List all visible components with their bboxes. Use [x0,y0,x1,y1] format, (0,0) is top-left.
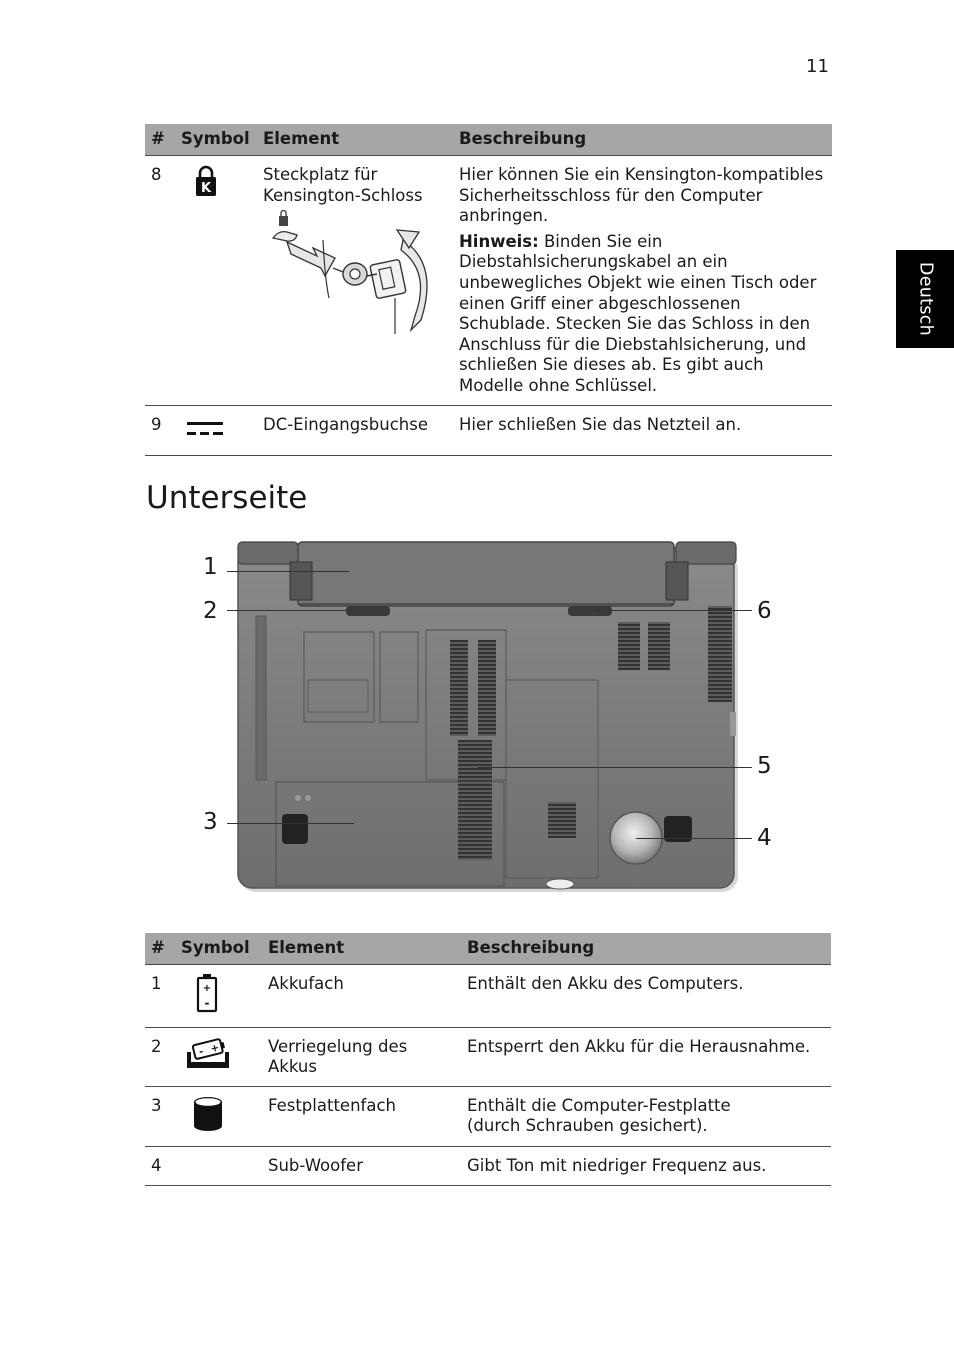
header-element: Element [257,124,453,156]
callout-line-1 [227,571,349,572]
callout-line-6 [595,610,752,611]
note-text: Binden Sie ein Diebstahlsicherungskabel an ein unbewegliches Objekt wie einen Tisch oder einen Griff einer abgeschlossenen Schublade. Stecken Sie das Schloss in den Anschluss für die Diebstahlsicherung, und schließen Sie dieses ab. Es gibt auch Modelle ohne Schlüssel. [459,231,817,395]
callout-line-4 [636,838,752,839]
table-row [145,965,831,1028]
header-num: # [145,124,175,156]
callout-5: 5 [757,753,772,779]
kensington-lock-icon [191,164,221,198]
svg-text:K: K [200,181,212,196]
page-number: 11 [806,56,829,77]
section-title: Unterseite [146,480,308,516]
header-description: Beschreibung [461,933,831,965]
table-header-row [145,933,831,965]
language-tab [896,250,954,348]
callout-6: 6 [757,598,772,624]
row-note [459,232,828,397]
ports-table [145,124,832,456]
svg-text:+: + [209,1042,221,1055]
row-num: 9 [145,405,175,455]
row-description: Gibt Ton mit niedriger Frequenz aus. [461,1147,831,1186]
callout-4: 4 [757,825,772,851]
row-description: Enthält den Akku des Computers. [461,965,831,1028]
laptop-bottom-illustration [236,540,740,892]
row-description: Enthält die Computer-Festplatte (durch Schrauben gesichert). [461,1086,831,1147]
header-element: Element [262,933,461,965]
header-symbol: Symbol [175,933,262,965]
row-element: DC-Eingangsbuchse [257,405,453,455]
battery-release-icon [185,1036,231,1070]
row-description: Hier können Sie ein Kensington-kompatibles Sicherheitsschloss für den Computer anbringen. [459,165,824,226]
row-element: Festplattenfach [262,1086,461,1147]
row-element: Akkufach [262,965,461,1028]
callout-line-3 [227,823,354,824]
row-element: Verriegelung des Akkus [262,1027,461,1086]
row-num: 4 [145,1147,175,1186]
row-num: 1 [145,965,175,1028]
header-symbol: Symbol [175,124,257,156]
callout-line-5 [478,767,752,768]
kensington-lock-illustration [263,210,443,340]
row-num: 8 [145,156,175,406]
note-label: Hinweis: [459,231,539,251]
bottom-components-table [145,933,831,1186]
callout-line-2 [227,610,371,611]
header-num: # [145,933,175,965]
dc-power-icon [185,418,225,440]
table-row [145,1086,831,1147]
row-element: Steckplatz für Kensington-Schloss [263,165,423,205]
battery-icon [195,973,219,1013]
row-num: 2 [145,1027,175,1086]
callout-1: 1 [203,554,218,580]
header-description: Beschreibung [453,124,832,156]
table-row [145,405,832,455]
svg-text:+: + [202,983,212,994]
hard-disk-icon [191,1095,225,1133]
svg-text:-: - [204,996,210,1010]
callout-2: 2 [203,598,218,624]
language-tab-label: Deutsch [915,261,936,337]
row-element: Sub-Woofer [262,1147,461,1186]
callout-3: 3 [203,809,218,835]
row-description: Entsperrt den Akku für die Herausnahme. [461,1027,831,1086]
svg-text:-: - [197,1045,205,1058]
row-num: 3 [145,1086,175,1147]
table-header-row [145,124,832,156]
table-row [145,1147,831,1186]
table-row [145,1027,831,1086]
row-description: Hier schließen Sie das Netzteil an. [453,405,832,455]
table-row [145,156,832,406]
